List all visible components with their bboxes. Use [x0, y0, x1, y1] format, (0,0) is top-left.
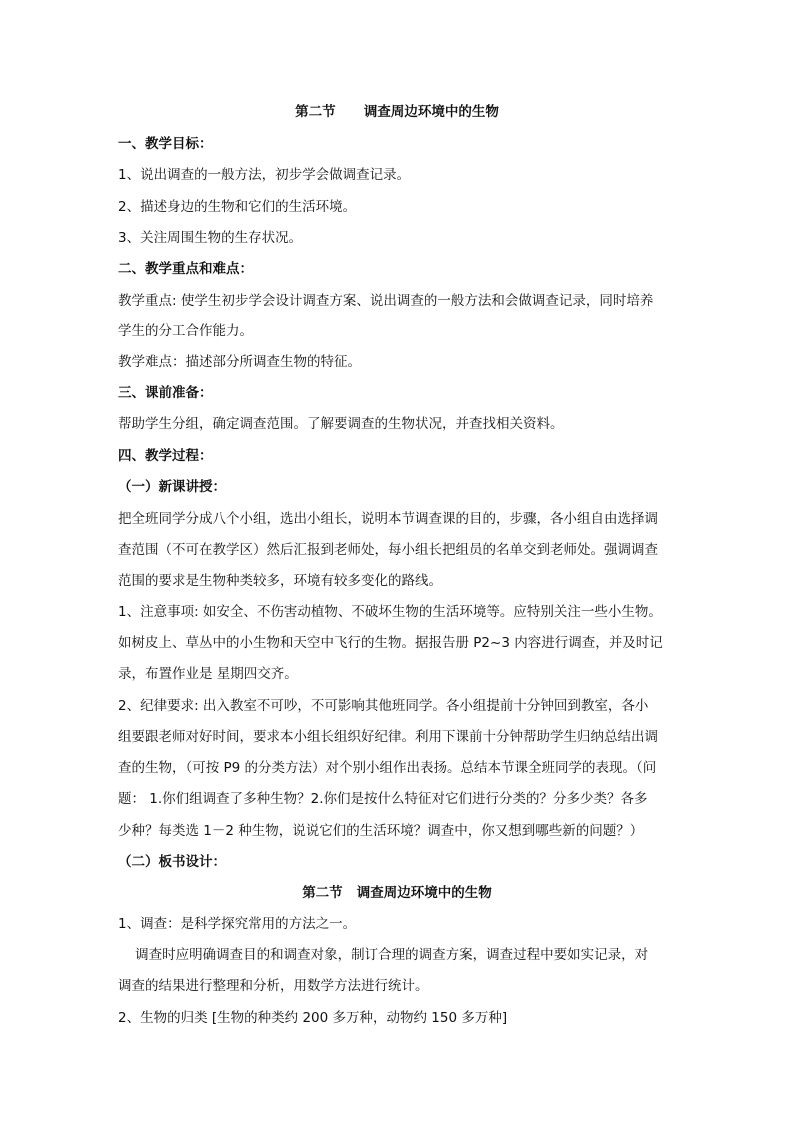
goal-item: 1、说出调查的一般方法，初步学会做调查记录。 [118, 167, 411, 183]
section-heading-key-points: 二、教学重点和难点： [118, 261, 253, 277]
preparation-text: 帮助学生分组，确定调查范围。了解要调查的生物状况，并查找相关资料。 [118, 416, 564, 432]
section-heading-preparation: 三、课前准备： [118, 385, 213, 401]
goal-item: 3、关注周围生物的生存状况。 [118, 230, 303, 246]
paragraph-line: 题： 1.你们组调查了多种生物？2.你们是按什么特征对它们进行分类的？分多少类？各多 [118, 791, 648, 807]
paragraph-line: 录，布置作业是 星期四交齐。 [118, 666, 298, 682]
board-item: 2、生物的归类 [生物的种类约 200 多万种，动物约 150 多万种] [118, 1010, 508, 1026]
key-point-text: 教学重点: 使学生初步学会设计调查方案、说出调查的一般方法和会做调查记录，同时培养 [118, 293, 654, 309]
paragraph-line: 把全班同学分成八个小组，选出小组长，说明本节调查课的目的，步骤，各小组自由选择调 [118, 511, 658, 527]
section-heading-goals: 一、教学目标： [118, 136, 213, 152]
paragraph-line: 1、注意事项: 如安全、不伤害动植物、不破坏生物的生活环境等。应特别关注一些小生物。 [118, 604, 662, 620]
paragraph-line: 少种？每类选 1－2 种生物，说说它们的生活环境？调查中，你又想到哪些新的问题？） [118, 823, 644, 839]
section-heading-process: 四、教学过程： [118, 448, 213, 464]
paragraph-line: 组要跟老师对好时间，要求本小组长组织好纪律。利用下课前十分钟帮助学生归纳总结出调 [118, 729, 658, 745]
board-item: 1、调查：是科学探究常用的方法之一。 [118, 916, 357, 932]
paragraph-line: 查范围（不可在教学区）然后汇报到老师处，每小组长把组员的名单交到老师处。强调调查 [118, 542, 658, 558]
paragraph-line: 如树皮上、草丛中的小生物和天空中飞行的生物。据报告册 P2~3 内容进行调查，并及时记 [118, 635, 663, 651]
paragraph-line: 范围的要求是生物种类较多，环境有较多变化的路线。 [118, 573, 442, 589]
paragraph-line: 2、纪律要求: 出入教室不可吵，不可影响其他班同学。各小组提前十分钟回到教室，各小 [118, 698, 649, 714]
document-title: 第二节 调查周边环境中的生物 [295, 104, 499, 120]
subsection-heading-board-design: （二）板书设计： [118, 854, 226, 870]
goal-item: 2、描述身边的生物和它们的生活环境。 [118, 199, 357, 215]
paragraph-line: 调查时应明确调查目的和调查对象，制订合理的调查方案，调查过程中要如实记录，对 [118, 947, 649, 963]
paragraph-line: 调查的结果进行整理和分析，用数学方法进行统计。 [118, 978, 429, 994]
subsection-heading-new-lesson: （一）新课讲授： [118, 479, 226, 495]
difficulty-text: 教学难点：描述部分所调查生物的特征。 [118, 354, 361, 370]
paragraph-line: 查的生物，（可按 P9 的分类方法）对个别小组作出表扬。总结本节课全班同学的表现。（问 [118, 760, 657, 776]
board-title: 第二节 调查周边环境中的生物 [302, 885, 492, 901]
key-point-text: 学生的分工合作能力。 [118, 323, 253, 339]
